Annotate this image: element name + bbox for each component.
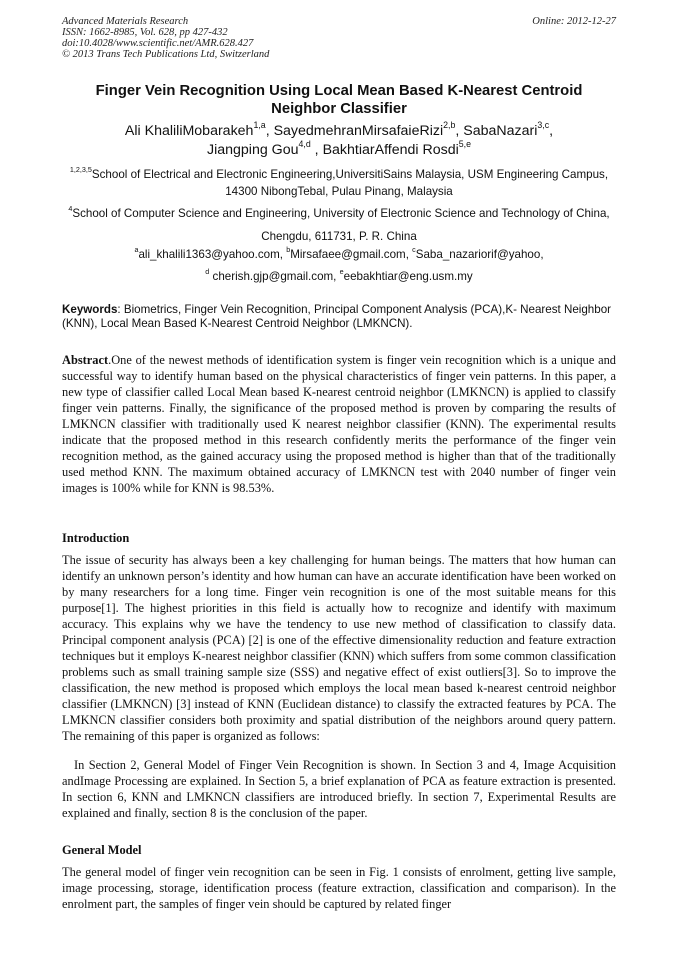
- email-marker: d: [205, 267, 210, 277]
- author-affiliation-marker: 4,d: [298, 139, 311, 150]
- affiliation-2: [62, 202, 616, 248]
- author-list: [62, 122, 616, 160]
- author-name: SayedmehranMirsafaieRizi: [273, 123, 444, 139]
- email-link[interactable]: Mirsafaee@gmail.com,: [290, 248, 413, 261]
- email-marker: a: [134, 245, 139, 255]
- email-marker: e: [339, 267, 344, 277]
- author-separator: ,: [549, 123, 554, 139]
- email-link[interactable]: cherish.gjp@gmail.com,: [209, 270, 340, 283]
- author-name: BakhtiarAffendi Rosdi: [322, 142, 459, 158]
- email-link[interactable]: Saba_nazariorif@yahoo,: [415, 248, 544, 261]
- email-link[interactable]: eebakhtiar@eng.usm.my: [343, 270, 473, 283]
- author-name: SabaNazari: [463, 123, 538, 139]
- abstract-label: Abstract: [62, 353, 109, 367]
- introduction-paragraph-1: The issue of security has always been a key challenging for human beings. The matters that how human can identify an unknown person’s identity and how human can have an accurate identification have been worked on by many researchers for a long time. Finger vein recognition is one of the most suitable means for this purpose[1]. The highest priorities in this field is actually how to recognize and identify with maximum accuracy. This explains why we have the tendency to use new method of classification to classify data. Principal component analysis (PCA) [2] is one of the effective dimensionality reduction and feature extraction techniques but it employs K-nearest neighbor classifier (KNN) which suffers from some common classification problems such as small training sample size (SSS) and negative effect of exist outliers[3]. So to improve the classification, the new method is proposed which employs the local mean based k-nearest centroid neighbor classifier (LMKNCN) [3] instead of KNN (Euclidean distance) to classify the extracted features by PCA. The LMKNCN classifier considers both proximity and spatial distribution of the neighbors around query pattern. The remaining of this paper is organized as follows:: [62, 553, 616, 743]
- affiliation-text: School of Electrical and Electronic Engineering,UniversitiSains Malaysia, USM Engineering Campus, 14300 NibongTebal, Pulau Pinang, Malaysia: [91, 168, 609, 198]
- journal-name: Advanced Materials Research: [62, 16, 189, 27]
- email-marker: b: [286, 245, 291, 255]
- author-affiliation-marker: 5,e: [458, 139, 471, 150]
- affiliation-text: School of Computer Science and Engineering, University of Electronic Science and Technology of China, Chengdu, 611731, P. R. China: [72, 207, 610, 243]
- author-separator: ,: [265, 123, 274, 139]
- author-name: Jiangping Gou: [207, 142, 299, 158]
- affiliation-marker: 4: [68, 204, 73, 214]
- keywords-text: : Biometrics, Finger Vein Recognition, Principal Component Analysis (PCA),K- Nearest Neighbor (KNN), Local Mean Based K-Nearest Centroid Neighbor (LMKNCN).: [62, 303, 612, 330]
- affiliation-marker: 1,2,3,5: [69, 165, 92, 175]
- author-separator: ,: [310, 142, 323, 158]
- author-affiliation-marker: 3,c: [537, 120, 550, 131]
- general-model-heading: General Model: [62, 843, 142, 857]
- online-date: Online: 2012-12-27: [532, 16, 616, 27]
- journal-header: [62, 16, 269, 60]
- journal-doi: doi:10.4028/www.scientific.net/AMR.628.427: [62, 38, 254, 49]
- keywords-label: Keywords: [62, 303, 118, 316]
- paper-title: Finger Vein Recognition Using Local Mean Based K-Nearest Centroid Neighbor Classifier: [95, 83, 583, 117]
- email-link[interactable]: ali_khalili1363@yahoo.com,: [138, 248, 287, 261]
- abstract-text: .One of the newest methods of identification system is finger vein recognition which is a unique and successful way to identify human based on the physical characteristics of finger vein patterns. In this paper, a new type of classifier called Local Mean based K-nearest centroid neighbor (LMKNCN) is applied to classify finger vein patterns. Finally, the significance of the proposed method is proven by comparing the results of LMKNCN classifier with traditionally used K nearest neighbor classifier (KNN). The experimental results indicate that the proposed method in this research confidently merits the performance of the finger vein recognition method, as the gained accuracy using the proposed method is higher than that of the traditionally used method KNN. The maximum obtained accuracy of LMKNCN test with 2040 number of finger vein images is 100% while for KNN is 98.53%.: [62, 353, 616, 495]
- author-affiliation-marker: 1,a: [253, 120, 266, 131]
- journal-copyright: © 2013 Trans Tech Publications Ltd, Switzerland: [62, 49, 270, 60]
- email-marker: c: [412, 245, 416, 255]
- author-separator: ,: [455, 123, 464, 139]
- journal-issn: ISSN: 1662-8985, Vol. 628, pp 427-432: [62, 27, 228, 38]
- author-name: Ali KhaliliMobarakeh: [124, 123, 254, 139]
- author-emails: [62, 244, 616, 288]
- keywords-section: [62, 303, 616, 331]
- introduction-heading: Introduction: [62, 531, 130, 545]
- general-model-paragraph: The general model of finger vein recognition can be seen in Fig. 1 consists of enrolment, getting live sample, image processing, storage, identification process (feature extraction, classification and comparison). In the enrolment part, the samples of finger vein should be captured by related finger: [62, 865, 616, 911]
- affiliation-1: [62, 166, 616, 200]
- author-affiliation-marker: 2,b: [443, 120, 456, 131]
- introduction-paragraph-2: In Section 2, General Model of Finger Vein Recognition is shown. In Section 3 and 4, Image Acquisition andImage Processing are explained. In Section 5, a brief explanation of PCA as feature extraction is presented. In section 6, KNN and LMKNCN classifiers are introduced briefly. In section 7, Experimental Results are explained and finally, section 8 is the conclusion of the paper.: [62, 758, 616, 820]
- abstract-section: [62, 352, 616, 496]
